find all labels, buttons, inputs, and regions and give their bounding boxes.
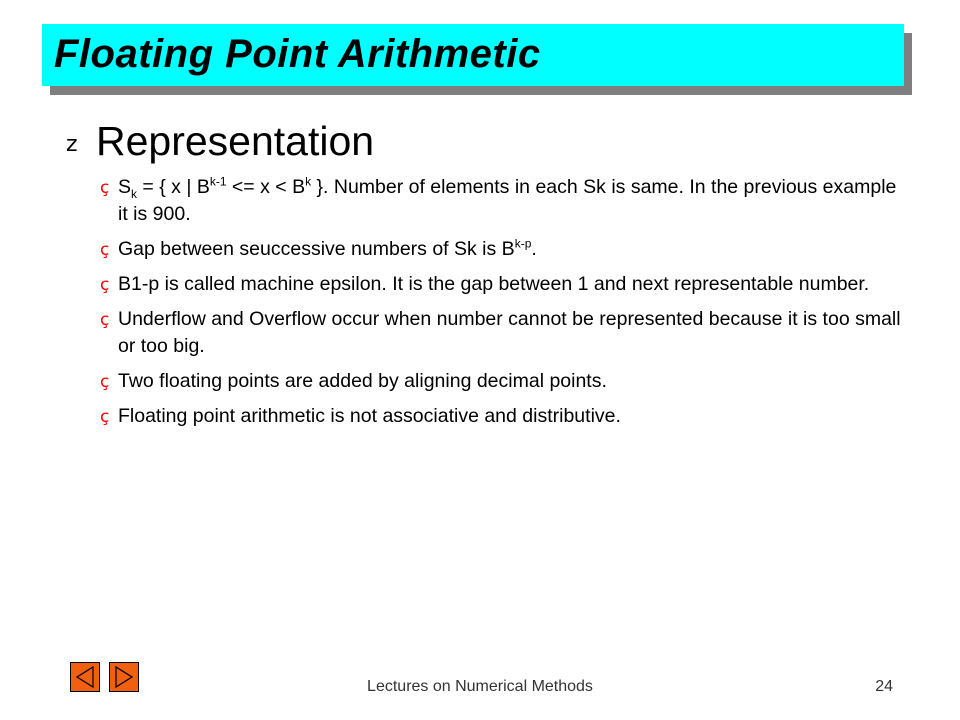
bullet-text-part: Two floating points are added by aligning decimal points. [118,370,607,392]
bullet-text [118,308,901,357]
slide-number: 24 [875,678,893,695]
bullet-text-part: S [118,176,132,198]
bullet-text [118,405,621,427]
bullet-text [118,176,896,225]
bullet-arrow-icon: ç [100,275,110,295]
bullet-text-part: Gap between seuccessive numbers of Sk is B [118,238,515,260]
bullet-text-part: }. Number of elements in each Sk is same. In the previous example it is 900. [118,176,897,225]
bullet-arrow-icon: ç [100,310,110,330]
bullet-text-part: k-1 [209,174,227,189]
bullet-text [118,238,537,260]
bullet-text-part: <= x < B [226,176,306,198]
bullet-arrow-icon: ç [100,407,110,427]
bullet-text [118,370,607,392]
bullet-text [118,273,869,295]
bullet-text-part: Underflow and Overflow occur when number cannot be represented because it is too small or too big. [118,308,901,357]
bullet-arrow-icon: ç [100,240,110,260]
bullet-item [102,236,902,263]
slide-title: Floating Point Arithmetic [54,32,541,76]
heading-bullet-icon: z [66,132,78,157]
bullet-text-part: k [305,174,312,189]
bullet-arrow-icon: ç [100,372,110,392]
bullet-item [102,306,902,360]
bullet-item [102,271,902,298]
bullet-text-part: Floating point arithmetic is not associative and distributive. [118,405,621,427]
bullet-arrow-icon: ç [100,178,110,198]
bullet-text-part: = { x | B [137,176,210,198]
section-heading: Representation [96,118,375,164]
bullet-item [102,174,902,228]
bullet-text-part: k [131,186,138,201]
bullet-list [102,174,902,438]
bullet-item [102,368,902,395]
bullet-text-part: k-p [514,236,532,251]
bullet-item [102,403,902,430]
bullet-text-part: . [531,238,537,260]
title-bar [42,24,904,86]
bullet-text-part: B1-p is called machine epsilon. It is the gap between 1 and next representable number. [118,273,870,295]
footer-course-title: Lectures on Numerical Methods [367,678,593,695]
